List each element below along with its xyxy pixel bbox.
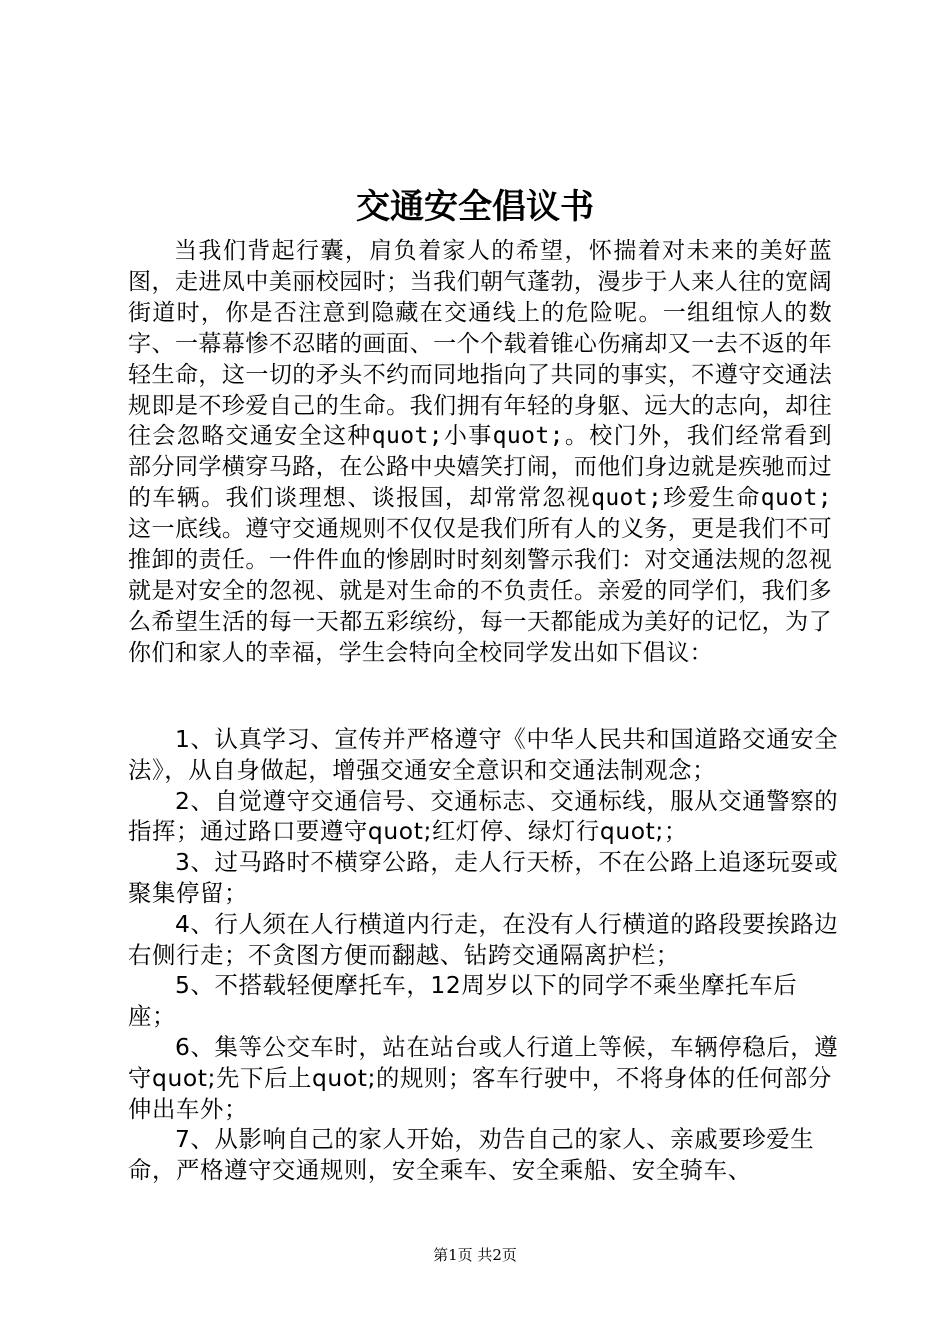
proposal-list (128, 724, 840, 1186)
proposal-item: 3、过马路时不横穿公路，走人行天桥，不在公路上追逐玩耍或聚集停留； (128, 848, 839, 907)
document-title: 交通安全倡议书 (356, 187, 594, 227)
intro-paragraph: 当我们背起行囊，肩负着家人的希望，怀揣着对未来的美好蓝图，走进凤中美丽校园时；当我们朝气蓬勃，漫步于人来人往的宽阔街道时，你是否注意到隐藏在交通线上的危险呢。一组组惊人的数字、一幕幕惨不忍睹的画面、一个个载着锥心伤痛却又一去不返的年轻生命，这一切的矛头不约而同地指向了共同的事实，不遵守交通法规即是不珍爱自己的生命。我们拥有年轻的身躯、远大的志向，却往往会忽略交通安全这种quot;小事quot;。校门外，我们经常看到部分同学横穿马路，在公路中央嬉笑打闹，而他们身边就是疾驰而过的车辆。我们谈理想、谈报国，却常常忽视quot;珍爱生命quot;这一底线。遵守交通规则不仅仅是我们所有人的义务，更是我们不可推卸的责任。一件件血的惨剧时时刻刻警示我们：对交通法规的忽视就是对安全的忽视、就是对生命的不负责任。亲爱的同学们，我们多么希望生活的每一天都五彩缤纷，每一天都能成为美好的记忆，为了你们和家人的幸福，学生会特向全校同学发出如下倡议： (128, 238, 832, 666)
page-footer: 第1页 共2页 (433, 1246, 517, 1264)
proposal-item: 5、不搭载轻便摩托车，12周岁以下的同学不乘坐摩托车后座； (128, 971, 798, 1031)
proposal-item: 1、认真学习、宣传并严格遵守《中华人民共和国道路交通安全法》，从自身做起，增强交通安全意识和交通法制观念； (128, 725, 839, 784)
proposal-item: 6、集等公交车时，站在站台或人行道上等候，车辆停稳后，遵守quot;先下后上quot;的规则；客车行驶中，不将身体的任何部分伸出车外； (128, 1032, 839, 1123)
proposal-item: 2、自觉遵守交通信号、交通标志、交通标线，服从交通警察的指挥；通过路口要遵守quot;红灯停、绿灯行quot;； (128, 786, 839, 846)
proposal-item: 7、从影响自己的家人开始，劝告自己的家人、亲戚要珍爱生命，严格遵守交通规则，安全乘车、安全乘船、安全骑车、 (128, 1125, 815, 1185)
proposal-item: 4、行人须在人行横道内行走，在没有人行横道的路段要挨路边右侧行走；不贪图方便而翻越、钻跨交通隔离护栏； (128, 909, 839, 969)
